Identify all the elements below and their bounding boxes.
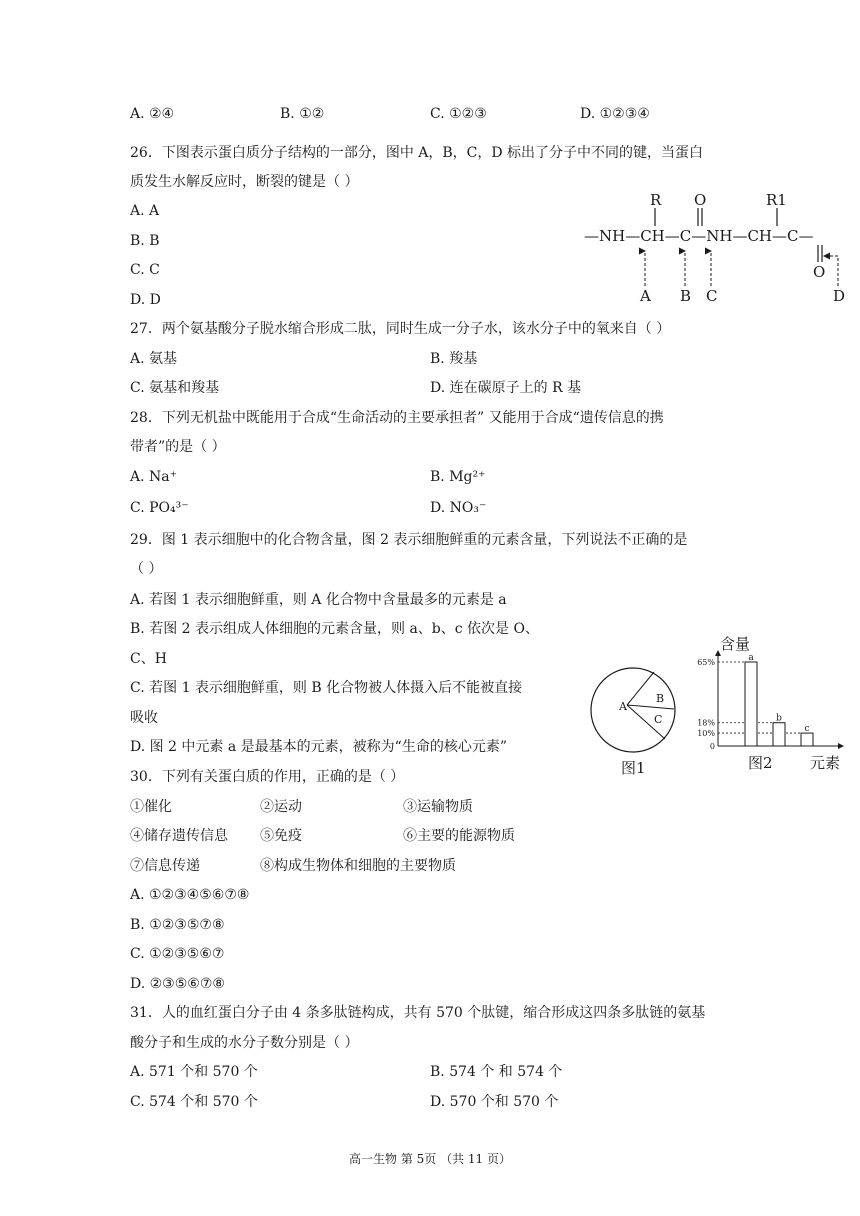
x-axis-arrow [838,743,844,749]
bar-label-a: a [748,653,754,663]
q25-option-d: D. ①②③④ [580,106,650,122]
q31-option-a: A. 571 个和 570 个 [130,1064,258,1080]
bond-label-a: A [640,287,651,305]
q28-option-c: C. PO₄³⁻ [130,500,189,516]
q27-option-d: D. 连在碳原子上的 R 基 [430,380,582,396]
y-tick-label: 10% [697,729,715,739]
q30-item-5: ⑤免疫 [260,828,302,844]
q29-option-c-line2: 吸收 [130,710,158,726]
q28-option-b: B. Mg²⁺ [430,469,486,485]
q30-item-4: ④储存遗传信息 [130,828,228,844]
q29-option-a: A. 若图 1 表示细胞鲜重，则 A 化合物中含量最多的元素是 a [130,592,507,608]
q30-item-3: ③运输物质 [403,799,473,815]
q26-option-a: A. A [130,203,160,219]
bar-label-c: c [804,724,810,735]
oxygen-top-label: O [694,191,707,209]
pie-slice-label-b: B [656,692,665,705]
y-tick-label: 65% [697,658,715,667]
figure1-caption: 图1 [621,759,646,777]
q29-stem-line2: （ ） [130,561,163,577]
q30-option-b: B. ①②③⑤⑦⑧ [130,917,225,933]
q29-option-b-line2: C、H [130,651,167,667]
q30-item-1: ①催化 [130,799,172,815]
q29-stem-line1: 29．图 1 表示细胞中的化合物含量，图 2 表示细胞鲜重的元素含量，下列说法不正确的是 [130,532,688,548]
r-group-label: R [650,191,662,209]
q30-option-d: D. ②③⑤⑥⑦⑧ [130,976,225,992]
q31-option-b: B. 574 个 和 574 个 [430,1064,563,1080]
q26-option-b: B. B [130,233,160,249]
q25-option-a: A. ②④ [130,106,175,122]
bond-label-c: C [706,287,718,305]
q27-option-c: C. 氨基和羧基 [130,380,220,396]
x-axis-label: 元素 [810,754,841,772]
bar-c [801,733,813,746]
q31-stem-line2: 酸分子和生成的水分子数分别是（ ） [130,1035,359,1051]
q29-option-c-line1: C. 若图 1 表示细胞鲜重，则 B 化合物被人体摄入后不能被直接 [130,680,523,696]
q31-option-d: D. 570 个和 570 个 [430,1094,559,1110]
bar-a [745,662,757,746]
q26-stem-line2: 质发生水解反应时，断裂的键是（ ） [130,174,359,190]
figure2-bar-chart [690,632,850,774]
q28-option-d: D. NO₃⁻ [430,500,487,516]
q31-stem-line1: 31．人的血红蛋白分子由 4 条多肽链构成，共有 570 个肽键，缩合形成这四条多肽链的氨基 [130,1005,706,1021]
y-axis-label: 含量 [720,635,751,653]
y-tick-label: 0 [709,742,715,751]
q29-option-b-line1: B. 若图 2 表示组成人体细胞的元素含量，则 a、b、c 依次是 O、 [130,621,539,637]
q26-stem-line1: 26．下图表示蛋白质分子结构的一部分，图中 A，B，C，D 标出了分子中不同的键，当蛋白 [130,145,704,161]
q28-stem-line1: 28．下列无机盐中既能用于合成“生命活动的主要承担者” 又能用于合成“遗传信息的携 [130,410,664,426]
q28-stem-line2: 带者”的是（ ） [130,439,226,455]
q30-item-7: ⑦信息传递 [130,858,200,874]
q30-item-8: ⑧构成生物体和细胞的主要物质 [260,858,456,874]
q30-stem: 30．下列有关蛋白质的作用，正确的是（ ） [130,769,405,785]
bar-b [773,723,785,746]
q28-option-a: A. Na⁺ [130,469,177,485]
q27-option-a: A. 氨基 [130,351,178,367]
oxygen-bottom-label: O [813,263,826,281]
figure1-pie-chart [585,665,695,780]
q30-option-c: C. ①②③⑤⑥⑦ [130,946,225,962]
figure2-caption: 图2 [748,754,773,772]
r1-group-label: R1 [766,191,787,209]
q25-option-c: C. ①②③ [430,106,487,122]
q30-item-2: ②运动 [260,799,302,815]
q27-option-b: B. 羧基 [430,351,478,367]
q30-option-a: A. ①②③④⑤⑥⑦⑧ [130,887,250,903]
q27-stem: 27．两个氨基酸分子脱水缩合形成二肽，同时生成一分子水，该水分子中的氧来自（ ） [130,321,671,337]
q26-option-c: C. C [130,262,160,278]
peptide-structure-figure [580,188,850,308]
page-footer: 高一生物 第 5页 （共 11 页） [349,1152,511,1166]
q31-option-c: C. 574 个和 570 个 [130,1094,258,1110]
y-tick-label: 18% [697,718,715,728]
q29-option-d: D. 图 2 中元素 a 是最基本的元素，被称为“生命的核心元素” [130,739,507,755]
bond-label-b: B [680,287,692,305]
q25-option-b: B. ①② [280,106,325,122]
q26-option-d: D. D [130,292,161,308]
bond-label-d: D [833,287,846,305]
pie-slice-label-a: A [619,700,627,713]
peptide-chain: —NH—CH—C—NH—CH—C— [584,227,814,245]
q30-item-6: ⑥主要的能源物质 [403,828,515,844]
pie-slice-label-c: C [654,713,663,726]
bar-label-b: b [776,713,782,724]
